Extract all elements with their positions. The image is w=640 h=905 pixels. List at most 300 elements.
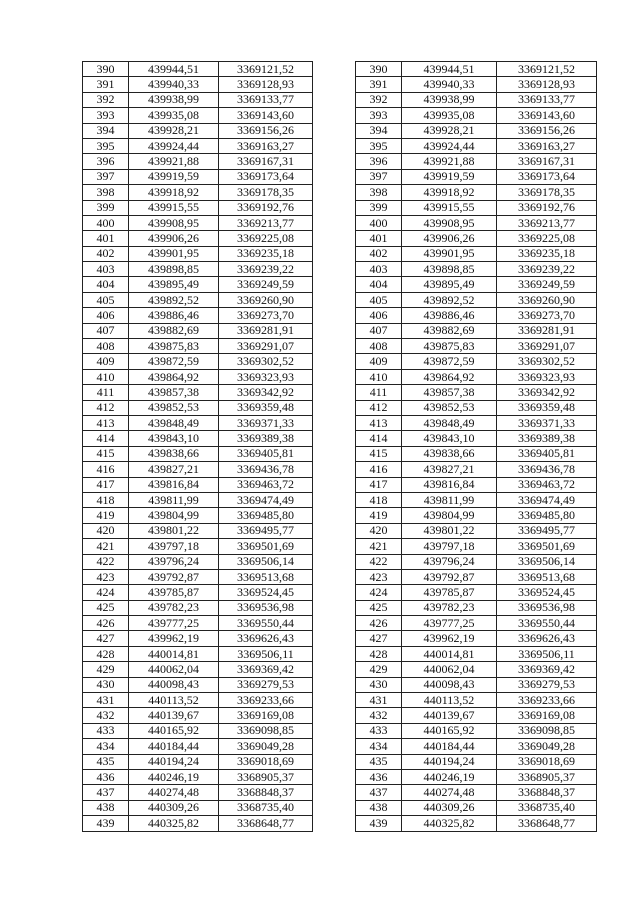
table-row bbox=[83, 708, 597, 723]
right-x-coordinate-cell: 439792,87 bbox=[402, 569, 497, 584]
table-row bbox=[83, 600, 597, 615]
table-row bbox=[83, 585, 597, 600]
left-y-coordinate-cell: 3369359,48 bbox=[219, 400, 313, 415]
right-x-coordinate-cell: 439906,26 bbox=[402, 231, 497, 246]
right-point-number-cell: 424 bbox=[356, 585, 402, 600]
left-point-number-cell: 418 bbox=[83, 492, 129, 507]
right-point-number-cell: 435 bbox=[356, 754, 402, 769]
left-point-number-cell: 436 bbox=[83, 769, 129, 784]
left-y-coordinate-cell: 3369273,70 bbox=[219, 308, 313, 323]
right-point-number-cell: 436 bbox=[356, 769, 402, 784]
left-y-coordinate-cell: 3369436,78 bbox=[219, 462, 313, 477]
right-x-coordinate-cell: 439801,22 bbox=[402, 523, 497, 538]
column-gap bbox=[313, 108, 356, 123]
left-x-coordinate-cell: 439857,38 bbox=[129, 385, 219, 400]
right-x-coordinate-cell: 439796,24 bbox=[402, 554, 497, 569]
right-point-number-cell: 430 bbox=[356, 677, 402, 692]
left-y-coordinate-cell: 3369163,27 bbox=[219, 138, 313, 153]
left-x-coordinate-cell: 439843,10 bbox=[129, 431, 219, 446]
right-point-number-cell: 390 bbox=[356, 62, 402, 77]
left-x-coordinate-cell: 439848,49 bbox=[129, 415, 219, 430]
right-x-coordinate-cell: 439848,49 bbox=[402, 415, 497, 430]
left-y-coordinate-cell: 3369626,43 bbox=[219, 631, 313, 646]
right-point-number-cell: 419 bbox=[356, 508, 402, 523]
column-gap bbox=[313, 215, 356, 230]
right-y-coordinate-cell: 3369302,52 bbox=[497, 354, 597, 369]
table-row bbox=[83, 62, 597, 77]
right-x-coordinate-cell: 440325,82 bbox=[402, 816, 497, 831]
table-row bbox=[83, 277, 597, 292]
left-x-coordinate-cell: 439827,21 bbox=[129, 462, 219, 477]
left-x-coordinate-cell: 439901,95 bbox=[129, 246, 219, 261]
left-x-coordinate-cell: 440325,82 bbox=[129, 816, 219, 831]
left-point-number-cell: 394 bbox=[83, 123, 129, 138]
right-x-coordinate-cell: 439908,95 bbox=[402, 215, 497, 230]
column-gap bbox=[313, 262, 356, 277]
right-point-number-cell: 438 bbox=[356, 800, 402, 815]
right-point-number-cell: 418 bbox=[356, 492, 402, 507]
table-row bbox=[83, 292, 597, 307]
column-gap bbox=[313, 415, 356, 430]
table-row bbox=[83, 262, 597, 277]
column-gap bbox=[313, 477, 356, 492]
left-x-coordinate-cell: 440098,43 bbox=[129, 677, 219, 692]
left-x-coordinate-cell: 439928,21 bbox=[129, 123, 219, 138]
right-y-coordinate-cell: 3369342,92 bbox=[497, 385, 597, 400]
column-gap bbox=[313, 539, 356, 554]
right-point-number-cell: 427 bbox=[356, 631, 402, 646]
left-y-coordinate-cell: 3369235,18 bbox=[219, 246, 313, 261]
left-point-number-cell: 390 bbox=[83, 62, 129, 77]
right-x-coordinate-cell: 440165,92 bbox=[402, 723, 497, 738]
right-x-coordinate-cell: 440139,67 bbox=[402, 708, 497, 723]
left-point-number-cell: 434 bbox=[83, 739, 129, 754]
right-y-coordinate-cell: 3369133,77 bbox=[497, 92, 597, 107]
right-y-coordinate-cell: 3369371,33 bbox=[497, 415, 597, 430]
left-y-coordinate-cell: 3369506,14 bbox=[219, 554, 313, 569]
table-row bbox=[83, 769, 597, 784]
right-point-number-cell: 391 bbox=[356, 77, 402, 92]
right-y-coordinate-cell: 3369143,60 bbox=[497, 108, 597, 123]
right-y-coordinate-cell: 3369213,77 bbox=[497, 215, 597, 230]
left-y-coordinate-cell: 3369156,26 bbox=[219, 123, 313, 138]
right-y-coordinate-cell: 3369536,98 bbox=[497, 600, 597, 615]
column-gap bbox=[313, 446, 356, 461]
column-gap bbox=[313, 400, 356, 415]
right-x-coordinate-cell: 440113,52 bbox=[402, 693, 497, 708]
column-gap bbox=[313, 462, 356, 477]
right-point-number-cell: 414 bbox=[356, 431, 402, 446]
right-x-coordinate-cell: 439872,59 bbox=[402, 354, 497, 369]
right-point-number-cell: 392 bbox=[356, 92, 402, 107]
table-row bbox=[83, 308, 597, 323]
right-x-coordinate-cell: 440014,81 bbox=[402, 646, 497, 661]
right-x-coordinate-cell: 439804,99 bbox=[402, 508, 497, 523]
column-gap bbox=[313, 92, 356, 107]
left-x-coordinate-cell: 439882,69 bbox=[129, 323, 219, 338]
left-y-coordinate-cell: 3369233,66 bbox=[219, 693, 313, 708]
left-point-number-cell: 398 bbox=[83, 185, 129, 200]
left-point-number-cell: 438 bbox=[83, 800, 129, 815]
left-point-number-cell: 423 bbox=[83, 569, 129, 584]
column-gap bbox=[313, 739, 356, 754]
left-point-number-cell: 429 bbox=[83, 662, 129, 677]
left-y-coordinate-cell: 3369225,08 bbox=[219, 231, 313, 246]
left-point-number-cell: 410 bbox=[83, 369, 129, 384]
column-gap bbox=[313, 569, 356, 584]
left-x-coordinate-cell: 440246,19 bbox=[129, 769, 219, 784]
right-y-coordinate-cell: 3369192,76 bbox=[497, 200, 597, 215]
column-gap bbox=[313, 508, 356, 523]
left-point-number-cell: 402 bbox=[83, 246, 129, 261]
left-y-coordinate-cell: 3369173,64 bbox=[219, 169, 313, 184]
table-row bbox=[83, 539, 597, 554]
left-x-coordinate-cell: 439777,25 bbox=[129, 616, 219, 631]
left-x-coordinate-cell: 439892,52 bbox=[129, 292, 219, 307]
left-y-coordinate-cell: 3369550,44 bbox=[219, 616, 313, 631]
column-gap bbox=[313, 554, 356, 569]
left-point-number-cell: 437 bbox=[83, 785, 129, 800]
column-gap bbox=[313, 385, 356, 400]
right-y-coordinate-cell: 3369233,66 bbox=[497, 693, 597, 708]
right-point-number-cell: 399 bbox=[356, 200, 402, 215]
table-row bbox=[83, 723, 597, 738]
right-y-coordinate-cell: 3369128,93 bbox=[497, 77, 597, 92]
left-point-number-cell: 439 bbox=[83, 816, 129, 831]
right-y-coordinate-cell: 3369281,91 bbox=[497, 323, 597, 338]
left-point-number-cell: 393 bbox=[83, 108, 129, 123]
column-gap bbox=[313, 600, 356, 615]
right-x-coordinate-cell: 439843,10 bbox=[402, 431, 497, 446]
column-gap bbox=[313, 585, 356, 600]
right-y-coordinate-cell: 3369513,68 bbox=[497, 569, 597, 584]
column-gap bbox=[313, 523, 356, 538]
right-point-number-cell: 426 bbox=[356, 616, 402, 631]
right-y-coordinate-cell: 3369626,43 bbox=[497, 631, 597, 646]
right-point-number-cell: 404 bbox=[356, 277, 402, 292]
right-y-coordinate-cell: 3369389,38 bbox=[497, 431, 597, 446]
left-x-coordinate-cell: 439940,33 bbox=[129, 77, 219, 92]
right-y-coordinate-cell: 3369273,70 bbox=[497, 308, 597, 323]
right-x-coordinate-cell: 439875,83 bbox=[402, 339, 497, 354]
coordinate-table bbox=[82, 61, 597, 832]
column-gap bbox=[313, 800, 356, 815]
left-x-coordinate-cell: 439918,92 bbox=[129, 185, 219, 200]
right-x-coordinate-cell: 440098,43 bbox=[402, 677, 497, 692]
table-row bbox=[83, 154, 597, 169]
left-x-coordinate-cell: 439804,99 bbox=[129, 508, 219, 523]
left-x-coordinate-cell: 439792,87 bbox=[129, 569, 219, 584]
left-x-coordinate-cell: 439782,23 bbox=[129, 600, 219, 615]
right-x-coordinate-cell: 439944,51 bbox=[402, 62, 497, 77]
right-y-coordinate-cell: 3369291,07 bbox=[497, 339, 597, 354]
right-point-number-cell: 434 bbox=[356, 739, 402, 754]
right-x-coordinate-cell: 439940,33 bbox=[402, 77, 497, 92]
left-point-number-cell: 416 bbox=[83, 462, 129, 477]
right-x-coordinate-cell: 439852,53 bbox=[402, 400, 497, 415]
right-point-number-cell: 431 bbox=[356, 693, 402, 708]
left-point-number-cell: 424 bbox=[83, 585, 129, 600]
right-y-coordinate-cell: 3369178,35 bbox=[497, 185, 597, 200]
left-point-number-cell: 395 bbox=[83, 138, 129, 153]
left-y-coordinate-cell: 3369169,08 bbox=[219, 708, 313, 723]
table-row bbox=[83, 415, 597, 430]
right-point-number-cell: 425 bbox=[356, 600, 402, 615]
right-x-coordinate-cell: 440274,48 bbox=[402, 785, 497, 800]
left-y-coordinate-cell: 3369291,07 bbox=[219, 339, 313, 354]
table-row bbox=[83, 754, 597, 769]
right-x-coordinate-cell: 439928,21 bbox=[402, 123, 497, 138]
right-x-coordinate-cell: 439838,66 bbox=[402, 446, 497, 461]
right-y-coordinate-cell: 3368848,37 bbox=[497, 785, 597, 800]
right-y-coordinate-cell: 3369463,72 bbox=[497, 477, 597, 492]
right-y-coordinate-cell: 3369049,28 bbox=[497, 739, 597, 754]
column-gap bbox=[313, 123, 356, 138]
table-row bbox=[83, 631, 597, 646]
right-y-coordinate-cell: 3369474,49 bbox=[497, 492, 597, 507]
column-gap bbox=[313, 339, 356, 354]
column-gap bbox=[313, 292, 356, 307]
right-y-coordinate-cell: 3369098,85 bbox=[497, 723, 597, 738]
left-x-coordinate-cell: 439938,99 bbox=[129, 92, 219, 107]
left-x-coordinate-cell: 439838,66 bbox=[129, 446, 219, 461]
table-row bbox=[83, 138, 597, 153]
left-point-number-cell: 422 bbox=[83, 554, 129, 569]
left-x-coordinate-cell: 439852,53 bbox=[129, 400, 219, 415]
right-point-number-cell: 422 bbox=[356, 554, 402, 569]
left-point-number-cell: 408 bbox=[83, 339, 129, 354]
left-point-number-cell: 401 bbox=[83, 231, 129, 246]
right-point-number-cell: 400 bbox=[356, 215, 402, 230]
left-point-number-cell: 403 bbox=[83, 262, 129, 277]
right-y-coordinate-cell: 3369163,27 bbox=[497, 138, 597, 153]
left-point-number-cell: 396 bbox=[83, 154, 129, 169]
left-y-coordinate-cell: 3369506,11 bbox=[219, 646, 313, 661]
right-x-coordinate-cell: 439782,23 bbox=[402, 600, 497, 615]
left-point-number-cell: 413 bbox=[83, 415, 129, 430]
left-y-coordinate-cell: 3369018,69 bbox=[219, 754, 313, 769]
table-row bbox=[83, 231, 597, 246]
right-y-coordinate-cell: 3369249,59 bbox=[497, 277, 597, 292]
right-point-number-cell: 421 bbox=[356, 539, 402, 554]
table-row bbox=[83, 123, 597, 138]
table-row bbox=[83, 385, 597, 400]
right-y-coordinate-cell: 3369235,18 bbox=[497, 246, 597, 261]
left-x-coordinate-cell: 439935,08 bbox=[129, 108, 219, 123]
left-point-number-cell: 430 bbox=[83, 677, 129, 692]
right-x-coordinate-cell: 439785,87 bbox=[402, 585, 497, 600]
left-y-coordinate-cell: 3369342,92 bbox=[219, 385, 313, 400]
right-x-coordinate-cell: 440184,44 bbox=[402, 739, 497, 754]
right-x-coordinate-cell: 439895,49 bbox=[402, 277, 497, 292]
left-point-number-cell: 435 bbox=[83, 754, 129, 769]
column-gap bbox=[313, 323, 356, 338]
left-y-coordinate-cell: 3369167,31 bbox=[219, 154, 313, 169]
right-x-coordinate-cell: 439827,21 bbox=[402, 462, 497, 477]
left-point-number-cell: 414 bbox=[83, 431, 129, 446]
table-row bbox=[83, 662, 597, 677]
right-x-coordinate-cell: 440246,19 bbox=[402, 769, 497, 784]
right-point-number-cell: 420 bbox=[356, 523, 402, 538]
column-gap bbox=[313, 308, 356, 323]
left-x-coordinate-cell: 440139,67 bbox=[129, 708, 219, 723]
left-point-number-cell: 431 bbox=[83, 693, 129, 708]
right-y-coordinate-cell: 3369018,69 bbox=[497, 754, 597, 769]
right-point-number-cell: 428 bbox=[356, 646, 402, 661]
right-x-coordinate-cell: 439918,92 bbox=[402, 185, 497, 200]
left-y-coordinate-cell: 3369474,49 bbox=[219, 492, 313, 507]
left-y-coordinate-cell: 3369192,76 bbox=[219, 200, 313, 215]
left-x-coordinate-cell: 439875,83 bbox=[129, 339, 219, 354]
left-point-number-cell: 411 bbox=[83, 385, 129, 400]
right-x-coordinate-cell: 439962,19 bbox=[402, 631, 497, 646]
right-x-coordinate-cell: 439811,99 bbox=[402, 492, 497, 507]
column-gap bbox=[313, 77, 356, 92]
right-point-number-cell: 408 bbox=[356, 339, 402, 354]
right-y-coordinate-cell: 3369485,80 bbox=[497, 508, 597, 523]
right-y-coordinate-cell: 3369501,69 bbox=[497, 539, 597, 554]
left-y-coordinate-cell: 3369260,90 bbox=[219, 292, 313, 307]
table-row bbox=[83, 816, 597, 831]
left-x-coordinate-cell: 439872,59 bbox=[129, 354, 219, 369]
right-y-coordinate-cell: 3369225,08 bbox=[497, 231, 597, 246]
left-y-coordinate-cell: 3369495,77 bbox=[219, 523, 313, 538]
right-y-coordinate-cell: 3369169,08 bbox=[497, 708, 597, 723]
table-row bbox=[83, 739, 597, 754]
left-x-coordinate-cell: 439962,19 bbox=[129, 631, 219, 646]
left-point-number-cell: 421 bbox=[83, 539, 129, 554]
left-y-coordinate-cell: 3369405,81 bbox=[219, 446, 313, 461]
left-y-coordinate-cell: 3369371,33 bbox=[219, 415, 313, 430]
left-point-number-cell: 420 bbox=[83, 523, 129, 538]
table-row bbox=[83, 200, 597, 215]
right-point-number-cell: 396 bbox=[356, 154, 402, 169]
table-row bbox=[83, 77, 597, 92]
left-x-coordinate-cell: 439906,26 bbox=[129, 231, 219, 246]
right-y-coordinate-cell: 3368648,77 bbox=[497, 816, 597, 831]
right-x-coordinate-cell: 439864,92 bbox=[402, 369, 497, 384]
right-x-coordinate-cell: 440194,24 bbox=[402, 754, 497, 769]
right-x-coordinate-cell: 439886,46 bbox=[402, 308, 497, 323]
column-gap bbox=[313, 616, 356, 631]
right-point-number-cell: 395 bbox=[356, 138, 402, 153]
left-point-number-cell: 400 bbox=[83, 215, 129, 230]
right-y-coordinate-cell: 3369260,90 bbox=[497, 292, 597, 307]
left-x-coordinate-cell: 439801,22 bbox=[129, 523, 219, 538]
column-gap bbox=[313, 631, 356, 646]
right-x-coordinate-cell: 440309,26 bbox=[402, 800, 497, 815]
left-x-coordinate-cell: 439919,59 bbox=[129, 169, 219, 184]
right-point-number-cell: 406 bbox=[356, 308, 402, 323]
column-gap bbox=[313, 769, 356, 784]
right-y-coordinate-cell: 3368905,37 bbox=[497, 769, 597, 784]
right-point-number-cell: 403 bbox=[356, 262, 402, 277]
left-x-coordinate-cell: 440194,24 bbox=[129, 754, 219, 769]
right-y-coordinate-cell: 3369369,42 bbox=[497, 662, 597, 677]
left-y-coordinate-cell: 3369513,68 bbox=[219, 569, 313, 584]
left-x-coordinate-cell: 439915,55 bbox=[129, 200, 219, 215]
left-y-coordinate-cell: 3369128,93 bbox=[219, 77, 313, 92]
left-y-coordinate-cell: 3369536,98 bbox=[219, 600, 313, 615]
left-x-coordinate-cell: 440184,44 bbox=[129, 739, 219, 754]
left-point-number-cell: 412 bbox=[83, 400, 129, 415]
right-x-coordinate-cell: 439915,55 bbox=[402, 200, 497, 215]
table-row bbox=[83, 215, 597, 230]
left-y-coordinate-cell: 3369485,80 bbox=[219, 508, 313, 523]
right-y-coordinate-cell: 3369495,77 bbox=[497, 523, 597, 538]
right-y-coordinate-cell: 3369323,93 bbox=[497, 369, 597, 384]
column-gap bbox=[313, 723, 356, 738]
left-point-number-cell: 406 bbox=[83, 308, 129, 323]
table-row bbox=[83, 400, 597, 415]
right-y-coordinate-cell: 3369121,52 bbox=[497, 62, 597, 77]
right-point-number-cell: 415 bbox=[356, 446, 402, 461]
left-x-coordinate-cell: 439864,92 bbox=[129, 369, 219, 384]
table-row bbox=[83, 169, 597, 184]
left-x-coordinate-cell: 440165,92 bbox=[129, 723, 219, 738]
right-y-coordinate-cell: 3369405,81 bbox=[497, 446, 597, 461]
right-y-coordinate-cell: 3369173,64 bbox=[497, 169, 597, 184]
table-row bbox=[83, 523, 597, 538]
right-point-number-cell: 401 bbox=[356, 231, 402, 246]
column-gap bbox=[313, 154, 356, 169]
right-x-coordinate-cell: 439935,08 bbox=[402, 108, 497, 123]
column-gap bbox=[313, 708, 356, 723]
right-x-coordinate-cell: 439857,38 bbox=[402, 385, 497, 400]
left-y-coordinate-cell: 3369281,91 bbox=[219, 323, 313, 338]
right-y-coordinate-cell: 3369506,11 bbox=[497, 646, 597, 661]
right-x-coordinate-cell: 439777,25 bbox=[402, 616, 497, 631]
right-x-coordinate-cell: 439938,99 bbox=[402, 92, 497, 107]
table-row bbox=[83, 431, 597, 446]
left-y-coordinate-cell: 3368848,37 bbox=[219, 785, 313, 800]
table-row bbox=[83, 92, 597, 107]
table-row bbox=[83, 477, 597, 492]
left-y-coordinate-cell: 3369178,35 bbox=[219, 185, 313, 200]
right-point-number-cell: 411 bbox=[356, 385, 402, 400]
left-point-number-cell: 391 bbox=[83, 77, 129, 92]
left-point-number-cell: 392 bbox=[83, 92, 129, 107]
left-point-number-cell: 426 bbox=[83, 616, 129, 631]
column-gap bbox=[313, 169, 356, 184]
table-row bbox=[83, 569, 597, 584]
column-gap bbox=[313, 277, 356, 292]
table-row bbox=[83, 108, 597, 123]
right-x-coordinate-cell: 439892,52 bbox=[402, 292, 497, 307]
table-row bbox=[83, 554, 597, 569]
table-row bbox=[83, 446, 597, 461]
table-row bbox=[83, 354, 597, 369]
table-row bbox=[83, 185, 597, 200]
left-x-coordinate-cell: 439921,88 bbox=[129, 154, 219, 169]
right-point-number-cell: 423 bbox=[356, 569, 402, 584]
column-gap bbox=[313, 662, 356, 677]
column-gap bbox=[313, 816, 356, 831]
left-y-coordinate-cell: 3369249,59 bbox=[219, 277, 313, 292]
left-y-coordinate-cell: 3369239,22 bbox=[219, 262, 313, 277]
left-y-coordinate-cell: 3368648,77 bbox=[219, 816, 313, 831]
right-x-coordinate-cell: 439898,85 bbox=[402, 262, 497, 277]
table-row bbox=[83, 616, 597, 631]
right-y-coordinate-cell: 3369156,26 bbox=[497, 123, 597, 138]
table-row bbox=[83, 323, 597, 338]
left-x-coordinate-cell: 439944,51 bbox=[129, 62, 219, 77]
left-x-coordinate-cell: 439797,18 bbox=[129, 539, 219, 554]
left-y-coordinate-cell: 3369463,72 bbox=[219, 477, 313, 492]
table-row bbox=[83, 800, 597, 815]
left-x-coordinate-cell: 440014,81 bbox=[129, 646, 219, 661]
right-point-number-cell: 437 bbox=[356, 785, 402, 800]
